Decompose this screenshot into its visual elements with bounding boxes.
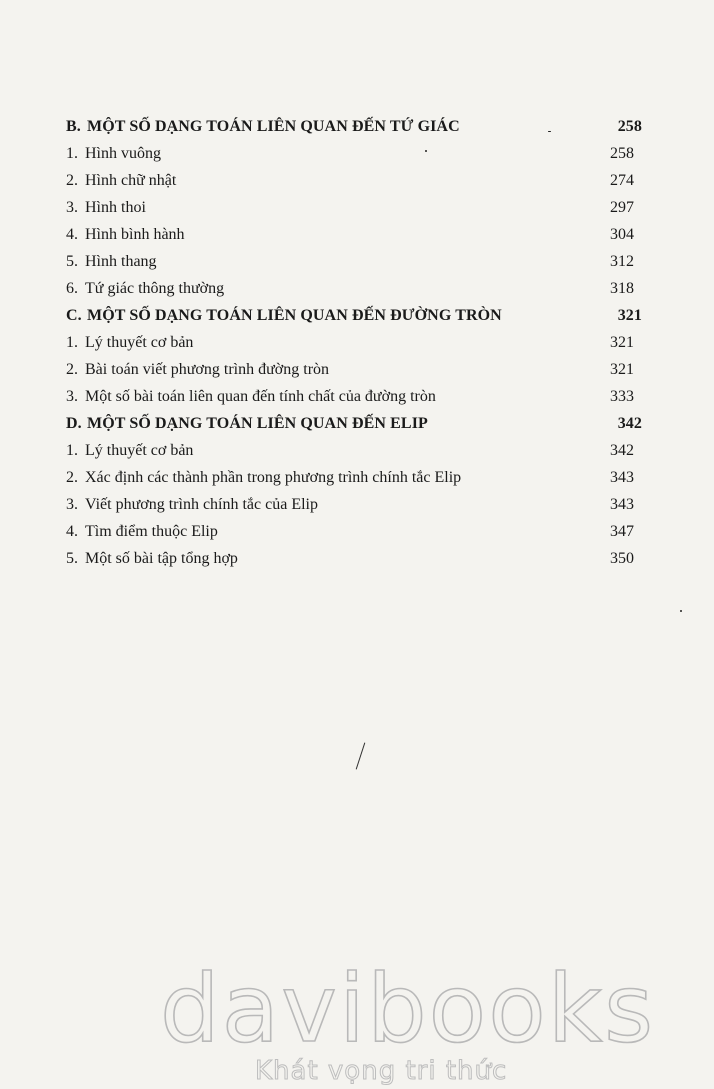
toc-entry-title: Lý thuyết cơ bản [85, 334, 194, 351]
toc-page-number: 343 [610, 496, 634, 513]
table-of-contents [66, 113, 642, 572]
toc-item-row [66, 464, 642, 491]
toc-item-row [66, 194, 642, 221]
toc-entry-title: Tìm điểm thuộc Elip [85, 523, 218, 540]
toc-page-number: 258 [617, 118, 642, 135]
toc-entry-number: 2. [66, 469, 78, 486]
toc-page-number: 347 [610, 523, 634, 540]
toc-entry-number: C. [66, 307, 82, 324]
toc-page-number: 321 [610, 361, 634, 378]
watermark-tagline: Khát vọng tri thức [255, 1056, 508, 1086]
print-speck [548, 131, 551, 132]
toc-page-number: 318 [610, 280, 634, 297]
toc-entry-title: Hình bình hành [85, 226, 185, 243]
toc-item-row [66, 275, 642, 302]
toc-page-number: 342 [617, 415, 642, 432]
toc-page-number: 321 [610, 334, 634, 351]
toc-section-row [66, 302, 642, 329]
toc-entry-number: 1. [66, 334, 78, 351]
toc-entry-title: Một số bài toán liên quan đến tính chất của đường tròn [85, 388, 436, 405]
watermark-logo: davibooks [160, 955, 656, 1064]
toc-entry-title: Viết phương trình chính tắc của Elip [85, 496, 318, 513]
toc-page-number: 343 [610, 469, 634, 486]
toc-entry-title: Xác định các thành phần trong phương trình chính tắc Elip [85, 469, 462, 486]
toc-entry-number: B. [66, 118, 81, 135]
toc-entry-number: 3. [66, 496, 78, 513]
toc-item-row [66, 248, 642, 275]
toc-page-number: 274 [610, 172, 634, 189]
toc-item-row [66, 518, 642, 545]
toc-item-row [66, 167, 642, 194]
toc-item-row [66, 356, 642, 383]
toc-entry-title: Một số bài tập tổng hợp [85, 550, 238, 567]
toc-entry-number: 3. [66, 388, 78, 405]
toc-page-number: 342 [610, 442, 634, 459]
toc-page-number: 304 [610, 226, 634, 243]
toc-item-row [66, 383, 642, 410]
toc-page-number: 350 [610, 550, 634, 567]
toc-entry-number: 5. [66, 253, 78, 270]
print-speck [425, 150, 427, 152]
toc-entry-title: Hình chữ nhật [85, 172, 177, 189]
toc-entry-title: MỘT SỐ DẠNG TOÁN LIÊN QUAN ĐẾN ELIP [87, 415, 428, 432]
toc-page-number: 312 [610, 253, 634, 270]
toc-entry-number: 4. [66, 523, 78, 540]
toc-item-row [66, 329, 642, 356]
toc-entry-title: Hình thang [85, 253, 157, 270]
toc-page-number: 297 [610, 199, 634, 216]
toc-entry-title: Bài toán viết phương trình đường tròn [85, 361, 330, 378]
toc-item-row [66, 491, 642, 518]
toc-entry-number: D. [66, 415, 82, 432]
toc-entry-number: 1. [66, 442, 78, 459]
toc-entry-number: 4. [66, 226, 78, 243]
toc-entry-number: 2. [66, 172, 78, 189]
toc-entry-number: 1. [66, 145, 78, 162]
toc-section-row [66, 113, 642, 140]
toc-entry-number: 2. [66, 361, 78, 378]
toc-entry-title: Hình vuông [85, 145, 161, 162]
toc-item-row [66, 545, 642, 572]
print-mark [356, 743, 366, 770]
toc-page-number: 333 [610, 388, 634, 405]
toc-entry-number: 3. [66, 199, 78, 216]
print-speck [680, 610, 682, 612]
toc-entry-title: Hình thoi [85, 199, 146, 216]
toc-item-row [66, 140, 642, 167]
toc-entry-number: 5. [66, 550, 78, 567]
toc-page-number: 321 [617, 307, 642, 324]
toc-entry-number: 6. [66, 280, 78, 297]
toc-item-row [66, 437, 642, 464]
toc-page-number: 258 [610, 145, 634, 162]
toc-entry-title: Tứ giác thông thường [85, 280, 225, 297]
toc-section-row [66, 410, 642, 437]
toc-entry-title: Lý thuyết cơ bản [85, 442, 194, 459]
toc-entry-title: MỘT SỐ DẠNG TOÁN LIÊN QUAN ĐẾN ĐƯỜNG TRÒN [87, 307, 502, 324]
toc-item-row [66, 221, 642, 248]
toc-entry-title: MỘT SỐ DẠNG TOÁN LIÊN QUAN ĐẾN TỨ GIÁC [87, 118, 460, 135]
